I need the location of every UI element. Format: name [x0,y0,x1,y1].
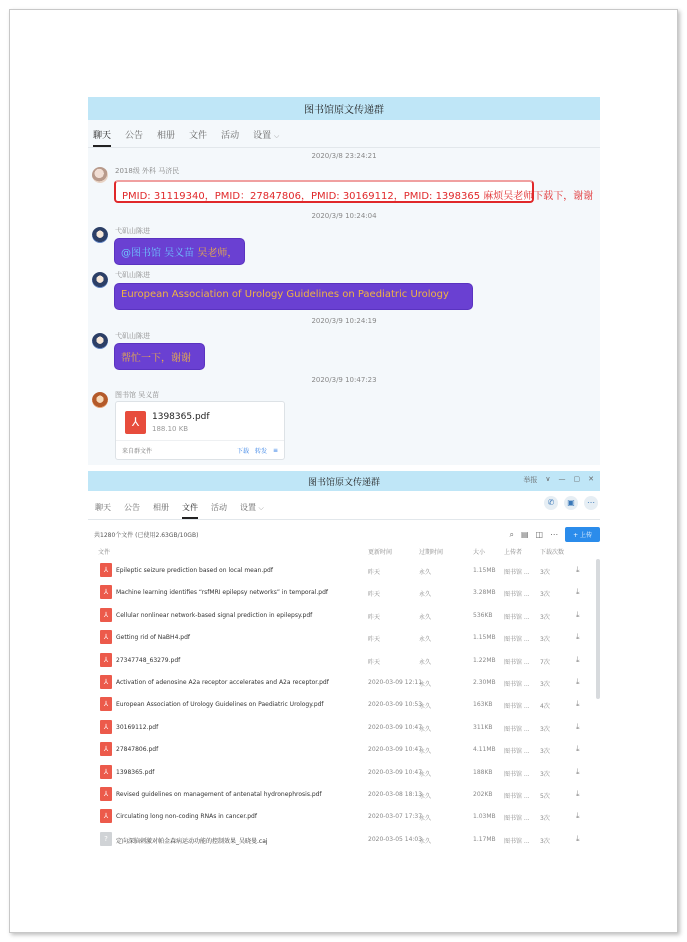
file-expires: 永久 [419,680,432,688]
file-expires: 永久 [419,613,432,621]
table-row[interactable] [88,559,600,581]
file-download-count: 3次 [540,680,550,688]
file-size: 4.11MB [473,746,496,754]
message-text: 帮忙一下，谢谢 [121,353,191,364]
file-expires: 永久 [419,591,432,599]
file-card-name: 1398365.pdf [152,412,210,422]
file-name[interactable]: 27347748_63279.pdf [116,656,181,664]
file-uploader: 图书馆 ... [504,748,530,756]
pdf-file-icon: ⅄ [100,787,112,801]
avatar[interactable] [92,167,108,183]
column-header-expires[interactable]: 过期时间 [419,549,444,556]
caj-file-icon: ? [100,832,112,846]
chat-title: 图书馆原文传递群 [88,97,600,120]
chevron-down-icon: ⌵ [258,504,264,512]
tab-files[interactable]: 文件 [182,502,198,519]
file-size: 2.30MB [473,678,496,686]
table-row[interactable] [88,805,600,827]
message-bubble [115,284,472,309]
phone-icon[interactable]: ✆ [544,496,558,510]
file-uploader: 图书馆 ... [504,658,530,666]
message-timestamp: 2020/3/8 23:24:21 [311,152,377,160]
file-modified: 2020-03-09 10:47 [368,768,423,776]
file-expires: 永久 [419,748,432,756]
minimize-icon[interactable]: — [558,475,566,483]
file-size: 1.17MB [473,835,496,843]
files-toolbar [94,527,600,543]
file-name[interactable]: Revised guidelines on management of antenatal hydronephrosis.pdf [116,790,322,798]
file-card-footer [116,440,284,459]
column-header-size[interactable]: 大小 [473,549,486,556]
file-modified: 2020-03-05 14:03 [368,835,423,843]
file-modified: 昨天 [368,658,381,666]
pdf-file-icon: ⅄ [100,742,112,756]
more-icon[interactable]: ⋯ [584,496,598,510]
file-name[interactable]: Epileptic seizure prediction based on local mean.pdf [116,567,273,574]
pdf-file-icon: ⅄ [100,809,112,823]
file-download-count: 3次 [540,569,550,576]
file-name[interactable]: Getting rid of NaBH4.pdf [116,634,191,642]
download-link[interactable]: 下载 [236,447,249,455]
message-bubble [115,344,204,369]
avatar[interactable] [92,227,108,243]
download-icon[interactable]: ⤓ [576,609,580,619]
column-header-modified[interactable]: 更新时间 [368,549,393,556]
download-icon[interactable]: ⤓ [576,699,580,709]
pdf-file-icon: ⅄ [100,563,112,577]
file-expires: 永久 [419,658,432,666]
file-card-source: 来自群文件 [122,447,153,455]
download-icon[interactable]: ⤓ [576,587,580,597]
file-download-count: 3次 [540,815,550,823]
file-size: 1.15MB [473,567,496,574]
toolbar-actions [509,527,600,542]
file-expires: 永久 [419,703,432,711]
message-timestamp: 2020/3/9 10:47:23 [311,376,377,384]
file-name[interactable]: Cellular nonlinear network-based signal prediction in epilepsy.pdf [116,611,313,619]
tab-files[interactable]: 文件 [189,131,208,141]
table-row[interactable] [88,738,600,760]
file-size: 536KB [473,611,493,619]
pdf-file-icon: ⅄ [100,608,112,622]
pdf-file-icon: ⅄ [125,411,146,434]
tab-settings-label: 设置 [240,503,256,512]
download-icon[interactable]: ⤓ [576,788,580,798]
file-uploader: 图书馆 ... [504,680,530,688]
file-uploader: 图书馆 ... [504,703,530,711]
message-sender: 图书馆 吴义苗 [115,391,160,399]
tab-announcement[interactable]: 公告 [125,131,144,141]
download-icon[interactable]: ⤓ [576,811,580,821]
file-size: 188KB [473,768,493,776]
chevron-down-icon: ⌵ [273,132,280,140]
file-download-count: 7次 [540,658,550,666]
table-row[interactable] [88,761,600,783]
maximize-icon[interactable]: ▢ [573,475,581,483]
tab-settings[interactable] [253,128,279,147]
avatar[interactable] [92,272,108,288]
message-sender: 弋矶山陈进 [115,227,150,235]
table-row[interactable] [88,581,600,603]
file-expires: 永久 [419,636,432,644]
avatar[interactable] [92,333,108,349]
file-size: 3.28MB [473,589,496,597]
forward-link[interactable]: 转发 [254,447,267,455]
file-modified: 2020-03-08 18:13 [368,790,423,798]
pdf-file-icon: ⅄ [100,697,112,711]
file-count: 共1280个文件 (已使用2.63GB/10GB) [94,532,199,539]
files-window [88,471,600,847]
file-size: 1.22MB [473,656,496,664]
folder-icon[interactable]: ▤ [520,530,529,539]
file-card-size: 188.10 KB [152,425,189,433]
pdf-file-icon: ⅄ [100,585,112,599]
message-sender: 2018级 外科 马济民 [115,167,180,175]
file-uploader: 图书馆 ... [504,591,530,599]
file-uploader: 图书馆 ... [504,636,530,644]
upload-button[interactable]: + 上传 [565,527,600,542]
file-uploader: 图书馆 ... [504,569,530,576]
tab-activity[interactable]: 活动 [221,131,240,141]
file-download-count: 3次 [540,725,550,733]
file-uploader: 图书馆 ... [504,770,530,778]
mention-link[interactable]: @图书馆 吴义苗 [121,248,195,259]
files-tab-bar [88,491,600,520]
file-download-count: 5次 [540,792,550,800]
file-modified: 2020-03-09 12:11 [368,678,423,686]
tab-settings[interactable] [240,502,264,519]
table-row[interactable] [88,604,600,626]
file-expires: 永久 [419,815,432,823]
file-expires: 永久 [419,569,432,576]
file-size: 202KB [473,790,493,798]
message-text: PMID: 31119340，PMID：27847806，PMID: 30169112，PMID: 1398365 麻烦吴老师下载下，谢谢 [122,191,594,202]
message-sender: 弋矶山陈进 [115,332,150,340]
message-sender: 弋矶山陈进 [115,271,150,279]
tab-chat[interactable]: 聊天 [95,503,111,512]
file-expires: 永久 [419,725,432,733]
file-size: 311KB [473,723,493,731]
chevron-down-icon[interactable]: ∨ [545,475,551,483]
download-icon[interactable]: ⤓ [576,565,580,574]
file-name[interactable]: Activation of adenosine A2a receptor accelerates and A2a receptor.pdf [116,678,329,686]
files-window-title: 图书馆原文传递群 [307,477,380,488]
column-header-uploader[interactable]: 上传者 [504,549,523,556]
file-modified: 2020-03-09 10:53 [368,701,423,709]
file-download-count: 3次 [540,770,550,778]
file-modified: 昨天 [368,591,381,599]
file-modified: 昨天 [368,569,381,576]
files-window-titlebar [88,471,600,491]
message-bubble [114,180,594,203]
tab-announcement[interactable]: 公告 [124,503,140,512]
download-icon[interactable]: ⤓ [576,676,580,686]
table-header [88,547,600,559]
file-name[interactable]: 27847806.pdf [116,746,159,754]
pdf-file-icon: ⅄ [100,765,112,779]
view-icon[interactable]: ◫ [535,530,544,539]
tab-actions [544,496,598,510]
message-timestamp: 2020/3/9 10:24:19 [311,317,377,325]
table-row[interactable] [88,649,600,671]
pdf-file-icon: ⅄ [100,675,112,689]
search-icon[interactable]: ⌕ [509,529,514,539]
file-modified: 昨天 [368,613,381,621]
tab-album[interactable]: 相册 [153,503,169,512]
scrollbar[interactable] [596,559,600,699]
file-name[interactable]: 1398365.pdf [116,768,155,776]
file-name[interactable]: Circulating long non-coding RNAs in cancer.pdf [116,813,257,821]
more-icon[interactable]: ⋯ [550,530,559,539]
file-name[interactable]: 30169112.pdf [116,723,159,731]
file-size: 1.03MB [473,813,496,821]
file-uploader: 图书馆 ... [504,792,530,800]
file-list [88,559,600,850]
close-icon[interactable]: ✕ [588,475,594,483]
file-download-count: 4次 [540,703,550,711]
file-download-count: 3次 [540,748,550,756]
file-card[interactable] [115,401,285,460]
file-size: 163KB [473,701,493,709]
file-modified: 2020-03-07 17:37 [368,813,423,821]
menu-icon[interactable]: ≡ [272,446,278,454]
tab-activity[interactable]: 活动 [211,503,227,512]
file-modified: 昨天 [368,636,381,644]
download-icon[interactable]: ⤓ [576,654,580,664]
file-expires: 永久 [419,770,432,778]
pdf-file-icon: ⅄ [100,630,112,644]
file-download-count: 3次 [540,636,550,644]
file-size: 1.15MB [473,634,496,642]
file-uploader: 图书馆 ... [504,613,530,621]
table-row[interactable] [88,626,600,648]
download-icon[interactable]: ⤓ [576,833,580,843]
table-row[interactable] [88,693,600,715]
file-expires: 永久 [419,792,432,800]
table-row[interactable] [88,783,600,805]
file-expires: 永久 [419,837,432,845]
download-icon[interactable]: ⤓ [576,744,580,754]
file-download-count: 3次 [540,837,550,845]
pdf-file-icon: ⅄ [100,720,112,734]
message-timestamp: 2020/3/9 10:24:04 [311,212,377,220]
file-uploader: 图书馆 ... [504,815,530,823]
tab-settings-label: 设置 [253,131,272,141]
pdf-file-icon: ⅄ [100,653,112,667]
tab-chat[interactable]: 聊天 [93,128,111,147]
file-name[interactable]: 定向深脑刺激对帕金森病运动功能的控制效果_吴晓曼.caj [116,837,268,845]
file-uploader: 图书馆 ... [504,725,530,733]
message-text: 吴老师， [194,248,238,259]
report-button[interactable]: 举报 [523,476,538,484]
avatar[interactable] [92,392,108,408]
chat-tab-bar [88,120,600,148]
file-download-count: 3次 [540,591,550,599]
download-icon[interactable]: ⤓ [576,632,580,642]
message-text: European Association of Urology Guidelines on Paediatric Urology [121,289,449,300]
share-screen-icon[interactable]: ▣ [564,496,578,510]
file-name[interactable]: European Association of Urology Guidelines on Paediatric Urology.pdf [116,701,324,709]
column-header-downloads[interactable]: 下载次数 [540,549,565,556]
download-icon[interactable]: ⤓ [576,766,580,776]
tab-album[interactable]: 相册 [157,131,176,141]
file-download-count: 3次 [540,613,550,621]
file-uploader: 图书馆 ... [504,837,530,845]
table-row[interactable] [88,828,600,850]
window-controls [523,475,594,485]
message-bubble [115,239,244,264]
column-header-name[interactable]: 文件 [98,549,111,556]
table-row[interactable] [88,671,600,693]
download-icon[interactable]: ⤓ [576,721,580,731]
file-modified: 2020-03-09 10:47 [368,723,423,731]
table-row[interactable] [88,716,600,738]
file-modified: 2020-03-09 10:47 [368,746,423,754]
file-name[interactable]: Machine learning identifies “rsfMRI epilepsy networks” in temporal.pdf [116,589,329,597]
